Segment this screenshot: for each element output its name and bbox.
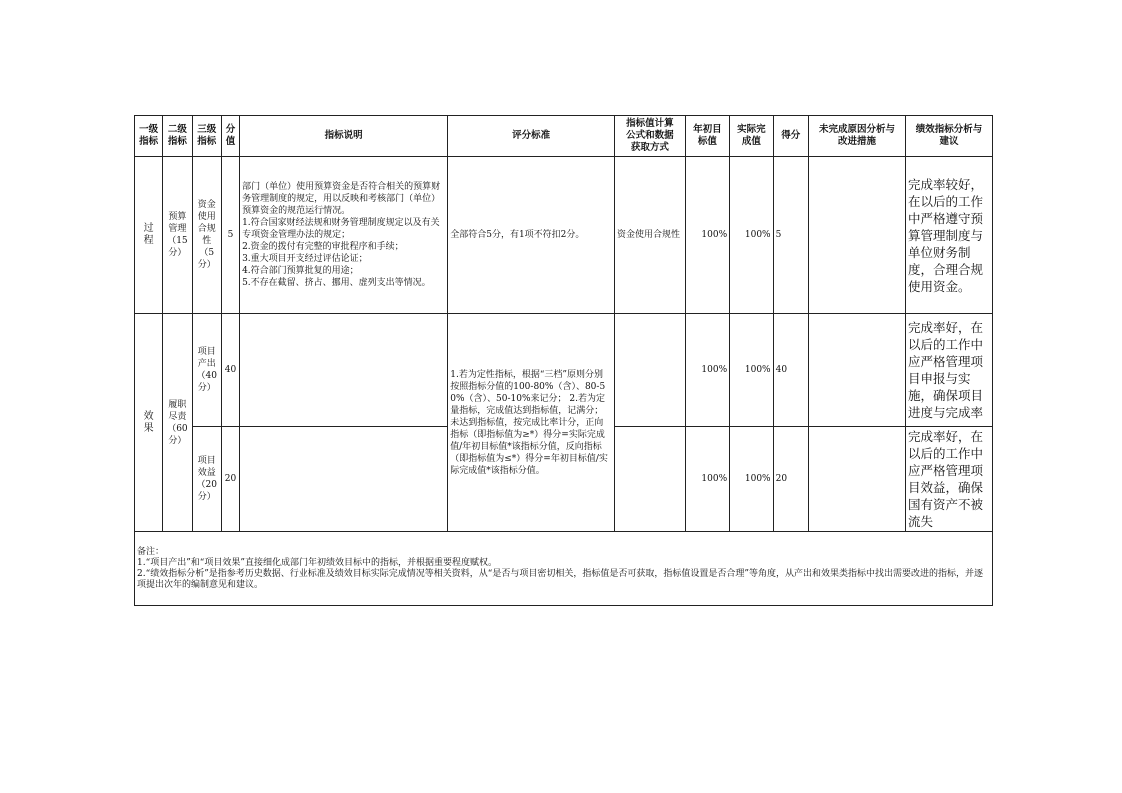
process-formula: 资金使用合规性 [614,157,685,314]
shared-criteria: 1.若为定性指标，根据“三档”原则分别按照指标分值的100-80%（含）、80-50%（含）、50-10%来记分； 2.若为定量指标，完成值达到指标值，记满分；未达到指标值，按完成比率计分，正向指标（即指标值为≥*）得分=实际完成值/年初目标值*该指标分值，反向指标（即指标值为≤*）得分=年初目标值/实际完成值*该指标分值。 [448,314,615,532]
output-formula [614,314,685,427]
header-analysis: 绩效指标分析与 建议 [905,116,992,157]
process-score-value: 5 [221,157,239,314]
table-row-output [135,314,993,427]
benefit-actual: 100% [730,427,773,532]
benefit-target: 100% [685,427,729,532]
output-description [240,314,448,427]
output-analysis: 完成率好，在以后的工作中应严格管理项目申报与实施，确保项目进度与完成率 [905,314,992,427]
notes-cell [135,532,993,606]
output-reason [808,314,905,427]
benefit-score: 20 [773,427,808,532]
header-level2: 二级 指标 [163,116,192,157]
process-actual: 100% [730,157,773,314]
header-formula: 指标值计算 公式和数据 获取方式 [614,116,685,157]
header-level3: 三级 指标 [192,116,221,157]
effect-level1: 效 果 [135,314,163,532]
notes-line-1: 1.“项目产出”和“项目效果”直接细化成部门年初绩效目标中的指标，并根据重要程度赋权。 [137,557,497,568]
header-reason: 未完成原因分析与 改进措施 [808,116,905,157]
table-row-process [135,157,993,314]
output-score: 40 [773,314,808,427]
benefit-level3: 项目 效益 （20 分） [192,427,221,532]
header-row [135,116,993,157]
process-reason [808,157,905,314]
output-level3: 项目 产出 （40 分） [192,314,221,427]
output-target: 100% [685,314,729,427]
process-level2: 预算 管理 （15 分） [163,157,192,314]
header-criteria: 评分标准 [448,116,615,157]
benefit-analysis: 完成率好，在以后的工作中应严格管理项目效益，确保国有资产不被流失 [905,427,992,532]
notes-line-2: 2.“绩效指标分析”是指参考历史数据、行业标准及绩效目标实际完成情况等相关资料，从“是否与项目密切相关，指标值是否可获取，指标值设置是否合理”等角度，从产出和效果类指标中找出需要改进的指标，并逐项提出次年的编制意见和建议。 [137,568,983,590]
header-level1: 一级 指标 [135,116,163,157]
process-target: 100% [685,157,729,314]
process-description: 部门（单位）使用预算资金是否符合相关的预算财务管理制度的规定，用以反映和考核部门（单位）预算资金的规范运行情况。 1.符合国家财经法规和财务管理制度规定以及有关专项资金管理办法的规定； 2.资金的拨付有完整的审批程序和手续； 3.重大项目开支经过评估论证； 4.符合部门预算批复的用途； 5.不存在截留、挤占、挪用、虚列支出等情况。 [240,157,448,314]
process-score: 5 [773,157,808,314]
output-actual: 100% [730,314,773,427]
header-score-value: 分 值 [221,116,239,157]
benefit-reason [808,427,905,532]
process-level3: 资金 使用 合规 性 （5 分） [192,157,221,314]
process-criteria: 全部符合5分，有1项不符扣2分。 [448,157,615,314]
process-analysis: 完成率较好，在以后的工作中严格遵守预算管理制度与单位财务制度，合理合规使用资金。 [905,157,992,314]
output-score-value: 40 [221,314,239,427]
header-description: 指标说明 [240,116,448,157]
effect-level2: 履职 尽责 （60 分） [163,314,192,532]
performance-evaluation-table [134,115,993,606]
benefit-description [240,427,448,532]
header-score: 得分 [773,116,808,157]
header-actual: 实际完 成值 [730,116,773,157]
notes-title: 备注： [137,546,165,557]
benefit-formula [614,427,685,532]
header-target: 年初目 标值 [685,116,729,157]
benefit-score-value: 20 [221,427,239,532]
process-level1: 过 程 [135,157,163,314]
notes-row [135,532,993,606]
